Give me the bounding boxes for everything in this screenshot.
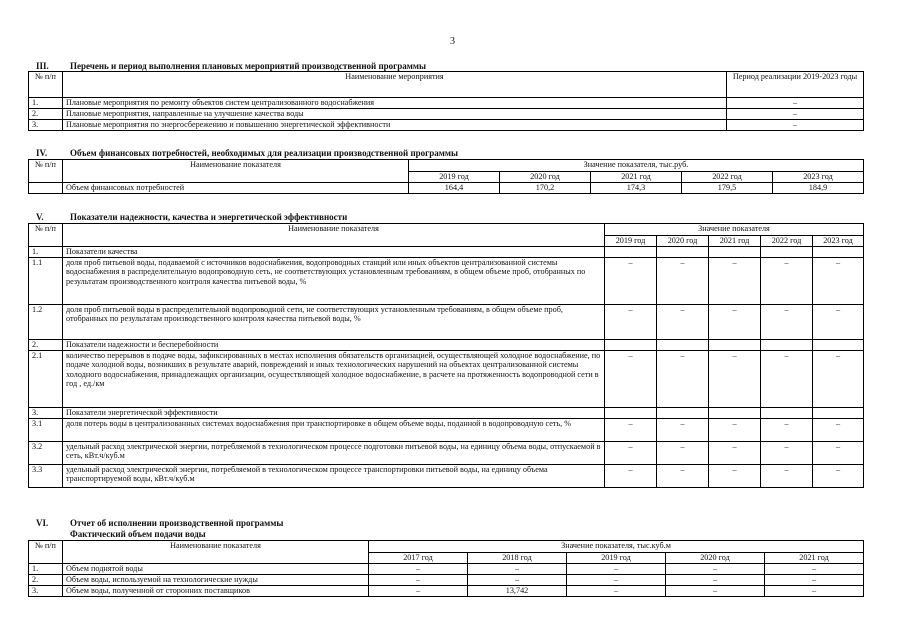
row-no: 1. <box>29 98 63 109</box>
value-cell: – <box>709 465 761 488</box>
value-cell: – <box>605 442 657 465</box>
row-no: 2. <box>29 575 63 586</box>
row-name: количество перерывов в подаче воды, зафиксированных в местах исполнения обязательств организацией, осуществляющей холодное водоснабжение, по подаче холодной воды, возникших в результате аварий, повреждений и иных технологических нарушений на объектах централизованной системы холодного водоснабжения, принадлежащих организации, осуществляющей холодное водоснабжение, в расчете на протяженность водопроводной сети в год , ед./км <box>63 351 605 408</box>
row-value: – <box>727 98 864 109</box>
value-cell: – <box>605 305 657 340</box>
value-cell: – <box>666 564 765 575</box>
header-name: Наименование мероприятия <box>63 72 727 98</box>
value-cell: – <box>761 419 813 442</box>
value-cell: – <box>765 586 864 597</box>
value-cell: – <box>666 575 765 586</box>
section-5-heading: Показатели надежности, качества и энергетической эффективности <box>70 212 348 222</box>
value-cell: – <box>761 258 813 305</box>
section-4-number: IV. <box>36 148 48 158</box>
row-no: 1.2 <box>29 305 63 340</box>
value-cell: – <box>813 442 864 465</box>
row-no: 3. <box>29 120 63 131</box>
year-header: 2020 год <box>657 236 709 247</box>
value-cell: – <box>605 258 657 305</box>
year-header: 2023 год <box>773 172 864 183</box>
header-name: Наименование показателя <box>63 160 409 183</box>
header-no: № п/п <box>29 160 63 183</box>
value-cell: – <box>813 258 864 305</box>
year-header: 2022 год <box>761 236 813 247</box>
row-name: Объем воды, используемой на технологические нужды <box>63 575 369 586</box>
row-name: доля потерь воды в централизованных системах водоснабжения при транспортировке в общем объеме воды, поданной в водопроводную сеть, % <box>63 419 605 442</box>
row-name: удельный расход электрической энергии, потребляемой в технологическом процессе подготовки питьевой воды, на единицу объема воды, отпускаемой в сеть, кВт.ч/куб.м <box>63 442 605 465</box>
section-6-subtitle: Фактический объем подачи воды <box>70 529 206 539</box>
row-no: 3.1 <box>29 419 63 442</box>
group-name: Показатели надежности и бесперебойности <box>63 340 605 351</box>
value-cell: – <box>369 564 468 575</box>
value-cell: – <box>657 465 709 488</box>
row-name: Плановые мероприятия по энергосбережению и повышению энергетической эффективности <box>63 120 727 131</box>
value-cell: – <box>761 305 813 340</box>
value-cell: – <box>813 305 864 340</box>
section-3-number: III. <box>36 61 49 71</box>
value-cell: – <box>468 575 567 586</box>
row-name: доля проб питьевой воды, подаваемой с источников водоснабжения, водопроводных станций или иных объектов централизованной системы водоснабжения в распределительную водопроводную сеть, не соответствующих установленным требованиям, в общем объеме проб, отобранных по результатам производственного контроля качества питьевой воды, % <box>63 258 605 305</box>
value-cell: – <box>765 575 864 586</box>
section-4-title <box>36 148 458 158</box>
value-cell: – <box>709 305 761 340</box>
row-value: – <box>727 120 864 131</box>
row-no: 3.2 <box>29 442 63 465</box>
value-cell: 164,4 <box>409 183 500 194</box>
value-cell: – <box>761 442 813 465</box>
section-3-table <box>28 71 864 131</box>
value-cell: – <box>709 351 761 408</box>
value-cell: – <box>605 419 657 442</box>
header-value: Значение показателя, тыс.куб.м <box>369 541 864 553</box>
value-cell: – <box>765 564 864 575</box>
year-header: 2020 год <box>666 553 765 564</box>
group-no: 2. <box>29 340 63 351</box>
group-no: 3. <box>29 408 63 419</box>
header-period: Период реализации 2019-2023 годы <box>727 72 864 98</box>
value-cell: 170,2 <box>500 183 591 194</box>
header-no: № п/п <box>29 541 63 564</box>
year-header: 2023 год <box>813 236 864 247</box>
row-name: Плановые мероприятия по ремонту объектов систем централизованного водоснабжения <box>63 98 727 109</box>
value-cell: – <box>709 419 761 442</box>
header-no: № п/п <box>29 224 63 247</box>
section-6-number: VI. <box>36 518 49 528</box>
year-header: 2021 год <box>709 236 761 247</box>
section-5-title <box>36 212 347 222</box>
value-cell: – <box>813 419 864 442</box>
section-3-title <box>36 61 426 71</box>
value-cell: – <box>369 575 468 586</box>
value-cell: – <box>567 575 666 586</box>
section-4-table <box>28 159 864 194</box>
row-name: Объем воды, полученной от сторонних поставщиков <box>63 586 369 597</box>
row-no: 1. <box>29 564 63 575</box>
row-no: 3.3 <box>29 465 63 488</box>
value-cell: – <box>567 564 666 575</box>
value-cell: – <box>369 586 468 597</box>
value-cell: – <box>605 351 657 408</box>
group-name: Показатели энергетической эффективности <box>63 408 605 419</box>
header-value: Значение показателя, тыс.руб. <box>409 160 864 172</box>
value-cell: – <box>813 351 864 408</box>
year-header: 2019 год <box>567 553 666 564</box>
value-cell: – <box>605 465 657 488</box>
value-cell: – <box>468 564 567 575</box>
row-no: 2. <box>29 109 63 120</box>
row-value: – <box>727 109 864 120</box>
value-cell: – <box>761 465 813 488</box>
value-cell: – <box>657 305 709 340</box>
value-cell: – <box>657 351 709 408</box>
year-header: 2020 год <box>500 172 591 183</box>
value-cell: – <box>709 258 761 305</box>
header-name: Наименование показателя <box>63 224 605 247</box>
year-header: 2018 год <box>468 553 567 564</box>
row-name: доля проб питьевой воды в распределительной водопроводной сети, не соответствующих установленным требованиям, в общем объеме проб, отобранных по результатам производственного контроля качества питьевой воды, % <box>63 305 605 340</box>
row-no: 2.1 <box>29 351 63 408</box>
header-no: № п/п <box>29 72 63 98</box>
year-header: 2019 год <box>605 236 657 247</box>
header-name: Наименование показателя <box>63 541 369 564</box>
value-cell: – <box>657 442 709 465</box>
value-cell: – <box>813 465 864 488</box>
section-5-number: V. <box>36 212 44 222</box>
section-6-heading: Отчет об исполнении производственной программы <box>70 518 284 528</box>
year-header: 2021 год <box>591 172 682 183</box>
row-name: удельный расход электрической энергии, потребляемой в технологическом процессе транспортировки питьевой воды, на единицу объема транспортируемой воды, кВт.ч/куб.м <box>63 465 605 488</box>
group-name: Показатели качества <box>63 247 605 258</box>
section-6-table <box>28 540 864 597</box>
value-cell: 13,742 <box>468 586 567 597</box>
value-cell: – <box>709 442 761 465</box>
row-name: Объем финансовых потребностей <box>63 183 409 194</box>
value-cell: – <box>657 258 709 305</box>
section-5-table <box>28 223 864 488</box>
year-header: 2017 год <box>369 553 468 564</box>
section-4-heading: Объем финансовых потребностей, необходимых для реализации производственной программы <box>70 148 459 158</box>
value-cell: – <box>567 586 666 597</box>
group-no: 1. <box>29 247 63 258</box>
row-no <box>29 183 63 194</box>
row-name: Плановые мероприятия, направленные на улучшение качества воды <box>63 109 727 120</box>
year-header: 2019 год <box>409 172 500 183</box>
value-cell: 179,5 <box>682 183 773 194</box>
value-cell: 174,3 <box>591 183 682 194</box>
page-number: 3 <box>450 36 455 47</box>
section-6-title <box>36 518 283 528</box>
value-cell: 184,9 <box>773 183 864 194</box>
row-no: 1.1 <box>29 258 63 305</box>
value-cell: – <box>761 351 813 408</box>
row-name: Объем поднятой воды <box>63 564 369 575</box>
value-cell: – <box>666 586 765 597</box>
header-value: Значение показателя <box>605 224 864 236</box>
value-cell: – <box>657 419 709 442</box>
year-header: 2022 год <box>682 172 773 183</box>
row-no: 3. <box>29 586 63 597</box>
year-header: 2021 год <box>765 553 864 564</box>
section-3-heading: Перечень и период выполнения плановых мероприятий производственной программы <box>70 61 427 71</box>
